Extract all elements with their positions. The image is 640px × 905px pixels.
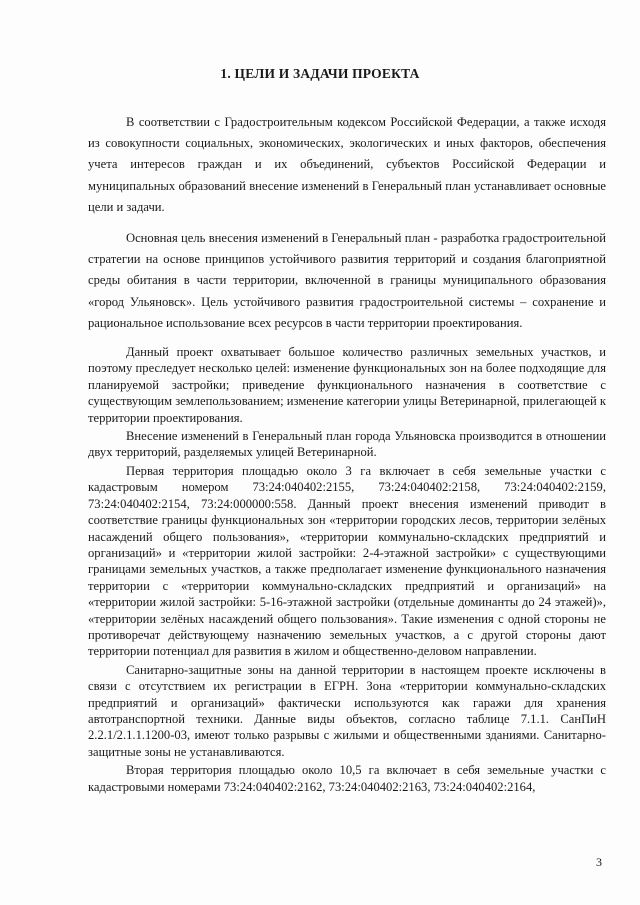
paragraph: Основная цель внесения изменений в Генеральный план - разработка градостроительной стратегии на основе принципов устойчивого развития территорий и создания благоприятной среды обитания в части территории, включенной в границы муниципального образования «город Ульяновск». Цель устойчивого развития градостроительной системы – сохранение и рациональное использование всех ресурсов в части территории проектирования. xyxy=(88,231,606,330)
document-body xyxy=(88,112,606,795)
section-heading: 1. ЦЕЛИ И ЗАДАЧИ ПРОЕКТА xyxy=(220,66,420,81)
paragraph: Внесение изменений в Генеральный план города Ульяновска производится в отношении двух территорий, разделяемых улицей Ветеринарной. xyxy=(88,429,606,460)
paragraph: Санитарно-защитные зоны на данной территории в настоящем проекте исключены в связи с отсутствием их регистрации в ЕГРН. Зона «территории коммунально-складских предприятий и организаций» фактически используются как гаражи для хранения автотранспортной техники. Данные виды объектов, согласно таблице 7.1.1. СанПиН 2.2.1/2.1.1.1200-03, имеют только разрывы с жилыми и общественными зданиями. Санитарно-защитные зоны не устанавливаются. xyxy=(88,662,606,759)
paragraph: Первая территория площадью около 3 га включает в себя земельные участки с кадастровым номером 73:24:040402:2155, 73:24:040402:2158, 73:24:040402:2159, 73:24:040402:2154, 73:24:000000:558. Данный проект внесения изменений приводит в соответствие границы функциональных зон «территории городских лесов, территории зелёных насаждений общего пользования», «территории коммунально-складских предприятий и организаций» и «территории жилой застройки: 2-4-этажной застройки» с существующими границами земельных участков, а также предполагает изменение функционального назначения территории с «территории коммунально-складских предприятий и организаций» на «территории жилой застройки: 5-16-этажной застройки (отдельные доминанты до 24 этажей)», «территории зелёных насаждений общего пользования». Такие изменения с одной стороны не противоречат действующему назначению земельных участков, а с другой стороны дают территории потенциал для развития в жилом и общественно-деловом направлении. xyxy=(88,463,606,659)
paragraph: В соответствии с Градостроительным кодексом Российской Федерации, а также исходя из совокупности социальных, экономических, экологических и иных факторов, обеспечения учета интересов граждан и их объединений, субъектов Российской Федерации и муниципальных образований внесение изменений в Генеральный план устанавливает основные цели и задачи. xyxy=(88,115,606,214)
paragraph-group-compact xyxy=(88,344,606,795)
paragraph: Вторая территория площадью около 10,5 га включает в себя земельные участки с кадастровыми номерами 73:24:040402:2162, 73:24:040402:2163, 73:24:040402:2164, xyxy=(88,763,606,794)
paragraph-group-spaced xyxy=(88,112,606,334)
page-number: 3 xyxy=(596,855,602,869)
paragraph: Данный проект охватывает большое количество различных земельных участков, и поэтому преследует несколько целей: изменение функциональных зон на более подходящие для планируемой застройки; приведение функционального назначения в соответствие с существующим землепользованием; изменение категории улицы Ветеринарной, прилегающей к территории проектирования. xyxy=(88,345,606,425)
